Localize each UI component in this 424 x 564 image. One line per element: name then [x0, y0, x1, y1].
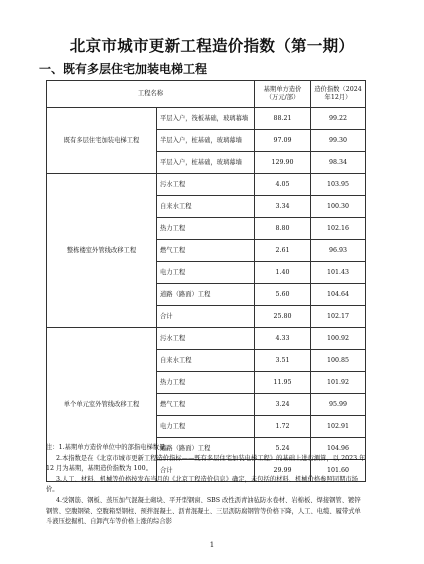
row-index: 101.60	[311, 460, 366, 482]
row-item: 半层入户，桩基础，玻璃幕墙	[157, 130, 255, 152]
row-item: 平层入户，桩基础，玻璃幕墙	[157, 152, 255, 174]
row-index: 101.43	[311, 262, 366, 284]
row-index: 104.96	[311, 438, 366, 460]
row-item: 平层入户，筏板基础，玻璃幕墙	[157, 108, 255, 130]
row-item: 道路（路面）工程	[157, 438, 255, 460]
row-price: 3.51	[255, 350, 311, 372]
row-item: 燃气工程	[157, 240, 255, 262]
row-price: 129.90	[255, 152, 311, 174]
row-price: 11.95	[255, 372, 311, 394]
table-row	[47, 174, 366, 196]
row-item: 电力工程	[157, 416, 255, 438]
row-index: 103.95	[311, 174, 366, 196]
row-index: 100.85	[311, 350, 366, 372]
header-unit-price: 基期单方造价（万元/部）	[255, 81, 311, 108]
row-price: 5.24	[255, 438, 311, 460]
table-row	[47, 328, 366, 350]
page-number: 1	[209, 541, 215, 549]
group-name: 整栋楼室外管线改移工程	[47, 174, 157, 328]
row-index: 99.22	[311, 108, 366, 130]
section-heading: 一、既有多层住宅加装电梯工程	[39, 62, 208, 76]
row-price: 29.99	[255, 460, 311, 482]
row-item: 热力工程	[157, 218, 255, 240]
notes	[46, 443, 366, 528]
row-price: 1.40	[255, 262, 311, 284]
note-3: 3.人工、材料、机械等价格按发布当月的《北京工程造价信息》确定，未包括的材料、机械价格参照同期市场价。	[46, 475, 358, 494]
row-item: 自来水工程	[157, 350, 255, 372]
row-index: 104.64	[311, 284, 366, 306]
table-row	[47, 108, 366, 130]
row-index: 99.30	[311, 130, 366, 152]
row-price: 8.80	[255, 218, 311, 240]
row-price: 97.09	[255, 130, 311, 152]
row-index: 102.16	[311, 218, 366, 240]
row-index: 95.99	[311, 394, 366, 416]
group-name: 单个单元室外管线改移工程	[47, 328, 157, 482]
note-4: 4.受钢筋、钢板、蒸压加气混凝土砌块、平开型钢窗、SBS 改性沥青油毡防水卷材、岩棉板、焊接钢管、镀锌钢管、空腹钢梁、空腹箱型钢柱、预拌混凝土、沥青混凝土、三层沥防腐钢管等价格下降，人工、电缆、履带式单斗液压挖掘机、自卸汽车等价格上涨的综合影	[46, 496, 361, 526]
row-index: 100.92	[311, 328, 366, 350]
row-index: 100.30	[311, 196, 366, 218]
row-item: 热力工程	[157, 372, 255, 394]
group-name: 既有多层住宅加装电梯工程	[47, 108, 157, 174]
header-index: 造价指数（2024年12月）	[311, 81, 366, 108]
row-price: 25.80	[255, 306, 311, 328]
row-item: 燃气工程	[157, 394, 255, 416]
row-price: 3.24	[255, 394, 311, 416]
header-name: 工程名称	[47, 81, 255, 108]
page-title: 北京市城市更新工程造价指数（第一期）	[69, 37, 355, 55]
row-index: 102.91	[311, 416, 366, 438]
table-header-row	[47, 81, 366, 108]
note-2: 2.本指数是在《北京市城市更新工程造价指标——既有多层住宅加装电梯工程》的基础上进行测算，以 2023 年 12 月为基期，基期造价指数为 100。	[46, 454, 366, 473]
row-index: 96.93	[311, 240, 366, 262]
row-index: 98.34	[311, 152, 366, 174]
row-item: 道路（路面）工程	[157, 284, 255, 306]
row-price: 4.05	[255, 174, 311, 196]
row-item: 污水工程	[157, 328, 255, 350]
row-item: 合计	[157, 306, 255, 328]
row-index: 101.92	[311, 372, 366, 394]
row-price: 5.60	[255, 284, 311, 306]
row-item: 合计	[157, 460, 255, 482]
note-1: 注：1.基期单方造价单位中的部指电梯数量。	[46, 444, 172, 451]
row-price: 3.34	[255, 196, 311, 218]
row-price: 1.72	[255, 416, 311, 438]
row-price: 88.21	[255, 108, 311, 130]
row-index: 102.17	[311, 306, 366, 328]
row-price: 4.33	[255, 328, 311, 350]
row-item: 自来水工程	[157, 196, 255, 218]
row-price: 2.61	[255, 240, 311, 262]
row-item: 污水工程	[157, 174, 255, 196]
row-item: 电力工程	[157, 262, 255, 284]
price-index-table	[46, 80, 366, 482]
